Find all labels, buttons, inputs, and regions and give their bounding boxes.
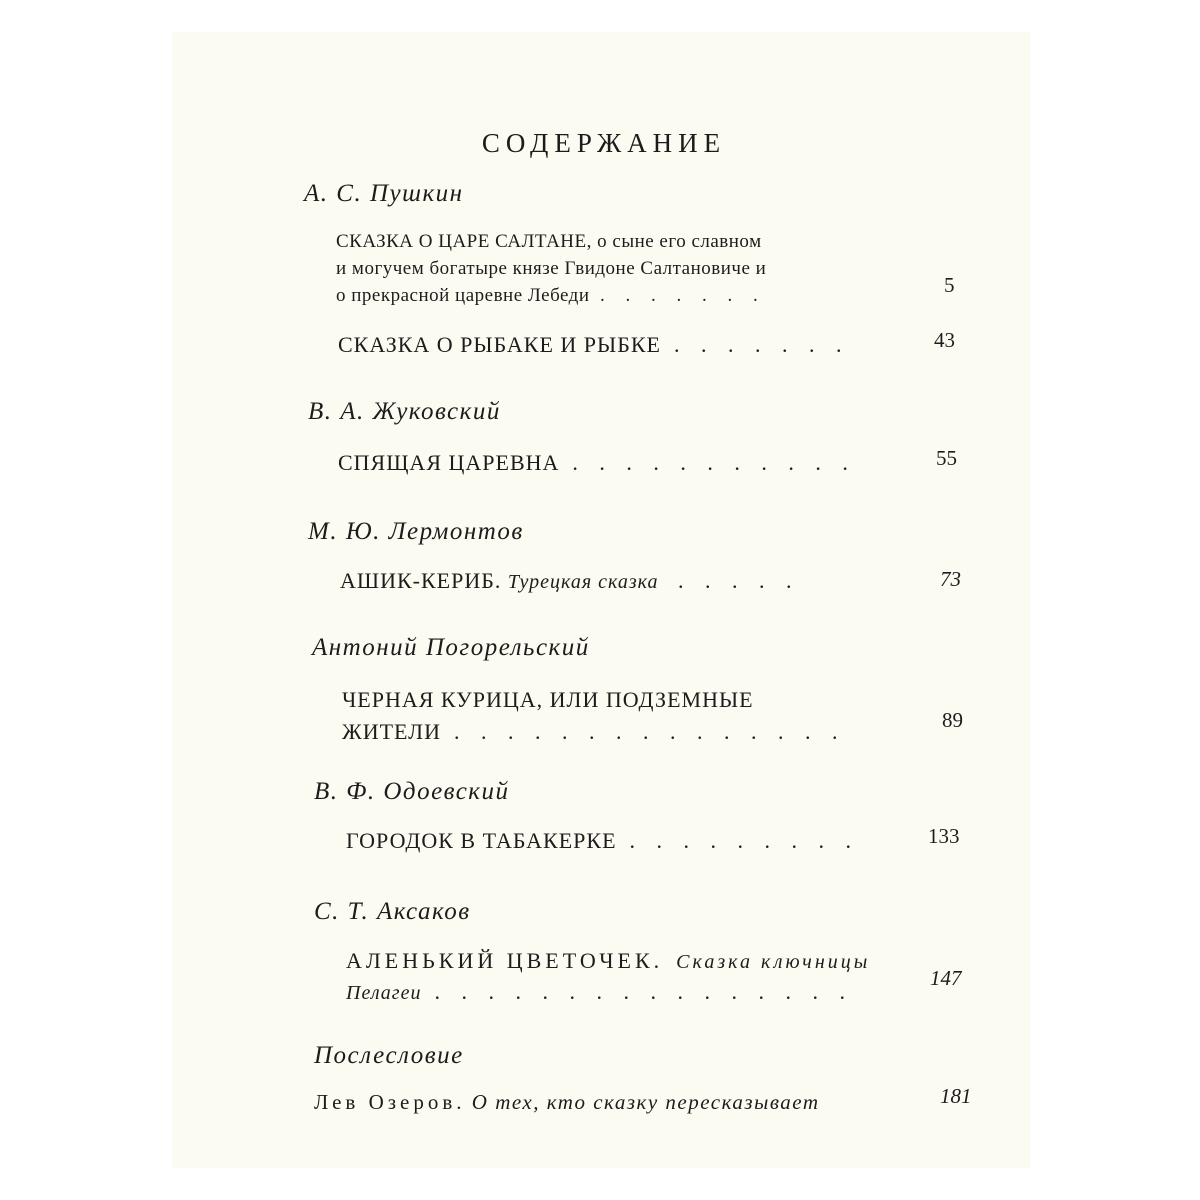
entry-line: ЖИТЕЛИ	[342, 719, 441, 744]
page-number: 43	[934, 328, 955, 352]
entry-subtitle: Сказка ключницы	[676, 951, 871, 973]
page-number: 89	[942, 708, 963, 732]
leader-dots: . . . . .	[678, 568, 800, 593]
author-lermontov: М. Ю. Лермонтов	[308, 518, 524, 545]
page-number: 73	[940, 567, 961, 591]
page-number: 147	[930, 966, 962, 990]
entry-subtitle-line2: Пелагеи	[346, 982, 422, 1004]
author-pushkin: А. С. Пушкин	[304, 180, 464, 207]
page-number: 133	[928, 824, 960, 848]
author-zhukovsky: В. А. Жуковский	[308, 398, 501, 425]
entry-subtitle: О тех, кто сказку пересказывает	[471, 1090, 820, 1114]
author-odoevsky: В. Ф. Одоевский	[314, 778, 510, 805]
entry-line: о прекрасной царевне Лебеди	[336, 285, 590, 306]
toc-entry-ashik-kerib[interactable]	[340, 568, 800, 594]
toc-entry-tsar-saltan[interactable]	[336, 228, 766, 309]
page-number: 5	[944, 273, 955, 297]
page-number: 181	[940, 1084, 972, 1108]
entry-subtitle: Турецкая сказка	[507, 571, 659, 593]
toc-entry-sleeping-princess[interactable]	[338, 450, 856, 476]
author-pogorelsky: Антоний Погорельский	[312, 634, 590, 661]
book-page	[172, 32, 1030, 1168]
leader-dots: . . . . . . .	[673, 332, 850, 357]
leader-dots: . . . . . . .	[600, 285, 766, 306]
leader-dots: . . . . . . . . . . . . . . .	[454, 719, 846, 744]
toc-entry-afterword[interactable]	[314, 1090, 820, 1115]
entry-author: Лев Озеров.	[314, 1090, 466, 1114]
toc-entry-scarlet-flower[interactable]	[346, 946, 870, 1008]
page-title: СОДЕРЖАНИЕ	[481, 128, 727, 158]
entry-title: СКАЗКА О РЫБАКЕ И РЫБКЕ	[338, 332, 661, 357]
leader-dots: . . . . . . . . . . . . . . . .	[434, 979, 853, 1004]
entry-title: АШИК-КЕРИБ.	[340, 568, 502, 593]
entry-title: ГОРОДОК В ТАБАКЕРКЕ	[346, 828, 617, 853]
afterword-heading: Послесловие	[314, 1042, 464, 1069]
entry-line: и могучем богатыре князе Гвидоне Салтановиче и	[336, 258, 767, 279]
toc-entry-black-hen[interactable]	[342, 684, 846, 748]
page-number: 55	[936, 446, 957, 470]
leader-dots: . . . . . . . . .	[629, 828, 860, 853]
toc-entry-fisherman[interactable]	[338, 332, 849, 358]
toc-entry-snuffbox-town[interactable]	[346, 828, 859, 854]
leader-dots: . . . . . . . . . . .	[572, 450, 856, 475]
entry-title: АЛЕНЬКИЙ ЦВЕТОЧЕК.	[346, 948, 664, 973]
entry-line: СКАЗКА О ЦАРЕ САЛТАНЕ, о сыне его славном	[336, 231, 762, 252]
entry-title: СПЯЩАЯ ЦАРЕВНА	[338, 450, 560, 475]
entry-line: ЧЕРНАЯ КУРИЦА, ИЛИ ПОДЗЕМНЫЕ	[342, 687, 754, 712]
author-aksakov: С. Т. Аксаков	[314, 898, 471, 925]
